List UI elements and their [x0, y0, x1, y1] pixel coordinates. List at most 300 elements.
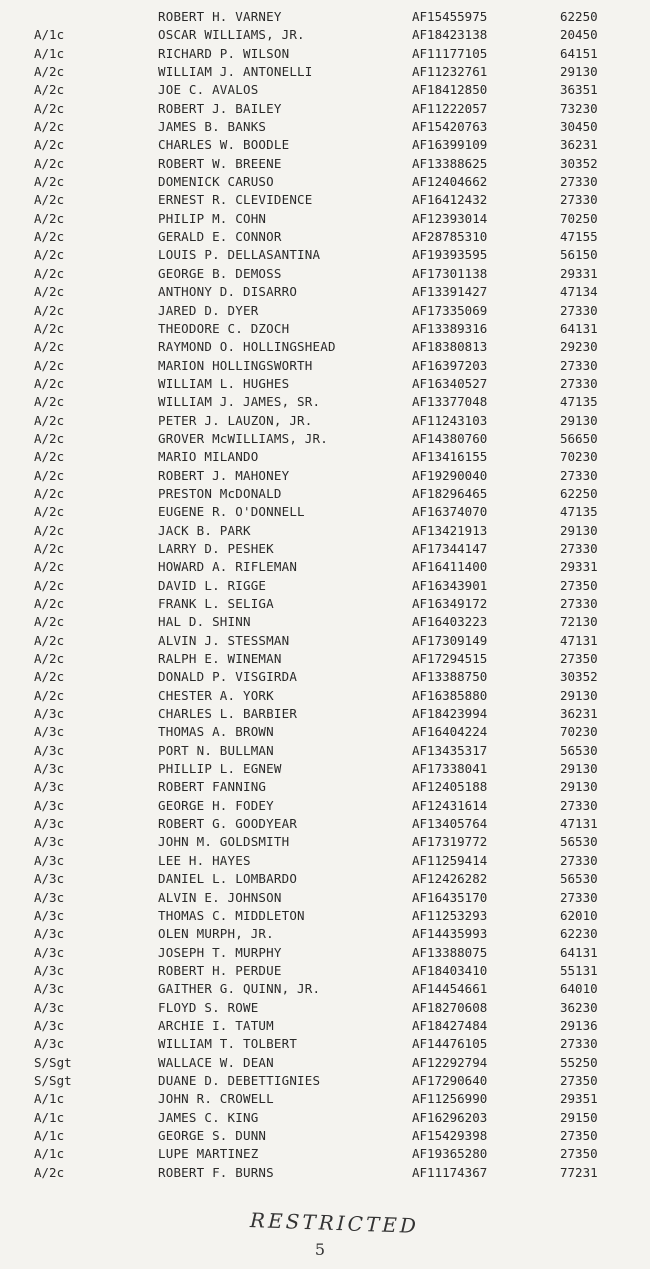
rank-cell: A/2c: [34, 174, 65, 190]
rank-cell: A/3c: [34, 871, 65, 887]
rank-cell: A/2c: [34, 540, 65, 556]
specialty-code-cell: 64010: [560, 981, 598, 997]
specialty-code-cell: 30352: [560, 155, 598, 171]
specialty-code-cell: 29130: [560, 761, 598, 777]
specialty-code-cell: 27330: [560, 192, 598, 208]
rank-cell: A/2c: [34, 210, 65, 226]
roster-row: [0, 889, 650, 907]
roster-row: [0, 448, 650, 466]
roster-row: [0, 595, 650, 613]
rank-cell: A/1c: [34, 27, 65, 43]
serial-number-cell: AF11253293: [412, 907, 488, 923]
specialty-code-cell: 70230: [560, 449, 598, 465]
specialty-code-cell: 47134: [560, 284, 598, 300]
serial-number-cell: AF17319772: [412, 834, 488, 850]
serial-number-cell: AF11232761: [412, 64, 488, 80]
roster-row: [0, 668, 650, 686]
rank-cell: A/2c: [34, 284, 65, 300]
specialty-code-cell: 77231: [560, 1164, 598, 1180]
specialty-code-cell: 47131: [560, 816, 598, 832]
specialty-code-cell: 62250: [560, 9, 598, 24]
roster-row: [0, 962, 650, 980]
name-cell: DANIEL L. LOMBARDO: [158, 871, 298, 887]
name-cell: FLOYD S. ROWE: [158, 999, 259, 1015]
specialty-code-cell: 27330: [560, 596, 598, 611]
serial-number-cell: AF18423138: [412, 27, 488, 43]
specialty-code-cell: 47155: [560, 229, 598, 245]
name-cell: EUGENE R. O'DONNELL: [158, 504, 305, 520]
name-cell: JACK B. PARK: [158, 522, 251, 538]
name-cell: JOSEPH T. MURPHY: [158, 944, 282, 960]
rank-cell: A/1c: [34, 1091, 65, 1107]
specialty-code-cell: 27330: [560, 467, 598, 483]
name-cell: GROVER McWILLIAMS, JR.: [158, 430, 328, 446]
specialty-code-cell: 64131: [560, 320, 598, 336]
rank-cell: A/2c: [34, 82, 65, 98]
name-cell: PHILLIP L. EGNEW: [158, 761, 282, 777]
serial-number-cell: AF13405764: [412, 816, 488, 832]
rank-cell: A/2c: [34, 687, 65, 703]
rank-cell: A/2c: [34, 320, 65, 336]
serial-number-cell: AF18296465: [412, 485, 488, 501]
name-cell: OLEN MURPH, JR.: [158, 926, 274, 942]
serial-number-cell: AF12404662: [412, 174, 488, 190]
serial-number-cell: AF14476105: [412, 1036, 488, 1052]
roster-row: [0, 705, 650, 723]
roster-row: [0, 393, 650, 411]
name-cell: LARRY D. PESHEK: [158, 540, 274, 556]
roster-row: [0, 357, 650, 375]
rank-cell: A/2c: [34, 467, 65, 483]
name-cell: LUPE MARTINEZ: [158, 1146, 259, 1162]
rank-cell: A/2c: [34, 192, 65, 208]
specialty-code-cell: 27330: [560, 852, 598, 868]
serial-number-cell: AF18412850: [412, 82, 488, 98]
name-cell: RALPH E. WINEMAN: [158, 651, 282, 667]
roster-row: [0, 375, 650, 393]
specialty-code-cell: 47131: [560, 632, 598, 648]
specialty-code-cell: 29130: [560, 412, 598, 428]
name-cell: JOE C. AVALOS: [158, 82, 259, 98]
roster-row: [0, 118, 650, 136]
serial-number-cell: AF16411400: [412, 559, 488, 575]
specialty-code-cell: 36230: [560, 999, 598, 1015]
roster-row: [0, 1145, 650, 1163]
rank-cell: A/3c: [34, 834, 65, 850]
specialty-code-cell: 55250: [560, 1054, 598, 1070]
serial-number-cell: AF12426282: [412, 871, 488, 887]
roster-row: [0, 944, 650, 962]
roster-row: [0, 650, 650, 668]
name-cell: WILLIAM T. TOLBERT: [158, 1036, 298, 1052]
name-cell: OSCAR WILLIAMS, JR.: [158, 27, 305, 43]
serial-number-cell: AF13389316: [412, 320, 488, 336]
roster-row: [0, 173, 650, 191]
roster-row: [0, 778, 650, 796]
name-cell: GAITHER G. QUINN, JR.: [158, 981, 321, 997]
roster-row: [0, 687, 650, 705]
name-cell: THOMAS C. MIDDLETON: [158, 907, 305, 923]
roster-row: [0, 485, 650, 503]
restricted-marking: RESTRICTED: [249, 1208, 420, 1238]
specialty-code-cell: 64151: [560, 45, 598, 61]
personnel-roster: [0, 8, 650, 1182]
name-cell: HOWARD A. RIFLEMAN: [158, 559, 298, 575]
specialty-code-cell: 29331: [560, 265, 598, 281]
serial-number-cell: AF13388075: [412, 944, 488, 960]
specialty-code-cell: 29150: [560, 1109, 598, 1125]
specialty-code-cell: 62250: [560, 485, 598, 501]
specialty-code-cell: 29130: [560, 687, 598, 703]
name-cell: FRANK L. SELIGA: [158, 596, 274, 611]
specialty-code-cell: 56530: [560, 742, 598, 758]
specialty-code-cell: 47135: [560, 394, 598, 410]
roster-row: [0, 302, 650, 320]
specialty-code-cell: 29130: [560, 779, 598, 795]
specialty-code-cell: 27330: [560, 375, 598, 391]
name-cell: ALVIN E. JOHNSON: [158, 889, 282, 905]
name-cell: ARCHIE I. TATUM: [158, 1017, 274, 1033]
serial-number-cell: AF16340527: [412, 375, 488, 391]
rank-cell: A/2c: [34, 632, 65, 648]
name-cell: THEODORE C. DZOCH: [158, 320, 290, 336]
specialty-code-cell: 73230: [560, 100, 598, 116]
roster-row: [0, 503, 650, 521]
roster-row: [0, 265, 650, 283]
serial-number-cell: AF16399109: [412, 137, 488, 153]
serial-number-cell: AF14380760: [412, 430, 488, 446]
roster-row: [0, 833, 650, 851]
name-cell: ROBERT J. BAILEY: [158, 100, 282, 116]
specialty-code-cell: 27350: [560, 1072, 598, 1088]
name-cell: ROBERT G. GOODYEAR: [158, 816, 298, 832]
rank-cell: A/2c: [34, 504, 65, 520]
serial-number-cell: AF19290040: [412, 467, 488, 483]
serial-number-cell: AF16404224: [412, 724, 488, 740]
serial-number-cell: AF18427484: [412, 1017, 488, 1033]
specialty-code-cell: 27330: [560, 1036, 598, 1052]
roster-row: [0, 26, 650, 44]
name-cell: CHARLES W. BOODLE: [158, 137, 290, 153]
rank-cell: A/3c: [34, 797, 65, 813]
serial-number-cell: AF15455975: [412, 9, 488, 24]
specialty-code-cell: 47135: [560, 504, 598, 520]
name-cell: ROBERT F. BURNS: [158, 1164, 274, 1180]
specialty-code-cell: 56530: [560, 834, 598, 850]
roster-row: [0, 246, 650, 264]
rank-cell: A/3c: [34, 742, 65, 758]
serial-number-cell: AF16397203: [412, 357, 488, 373]
name-cell: DONALD P. VISGIRDA: [158, 669, 298, 685]
rank-cell: A/2c: [34, 449, 65, 465]
name-cell: JOHN R. CROWELL: [158, 1091, 274, 1107]
specialty-code-cell: 36231: [560, 137, 598, 153]
name-cell: LEE H. HAYES: [158, 852, 251, 868]
specialty-code-cell: 27330: [560, 540, 598, 556]
serial-number-cell: AF15420763: [412, 119, 488, 135]
serial-number-cell: AF13377048: [412, 394, 488, 410]
serial-number-cell: AF13416155: [412, 449, 488, 465]
roster-row: [0, 100, 650, 118]
roster-row: [0, 999, 650, 1017]
name-cell: HAL D. SHINN: [158, 614, 251, 630]
rank-cell: A/2c: [34, 651, 65, 667]
rank-cell: A/2c: [34, 339, 65, 355]
serial-number-cell: AF17290640: [412, 1072, 488, 1088]
serial-number-cell: AF18380813: [412, 339, 488, 355]
name-cell: ROBERT H. PERDUE: [158, 962, 282, 978]
rank-cell: A/2c: [34, 137, 65, 153]
page-number: 5: [314, 1240, 326, 1259]
name-cell: PRESTON McDONALD: [158, 485, 282, 501]
name-cell: PHILIP M. COHN: [158, 210, 267, 226]
rank-cell: A/2c: [34, 302, 65, 318]
specialty-code-cell: 27330: [560, 797, 598, 813]
name-cell: RICHARD P. WILSON: [158, 45, 290, 61]
rank-cell: A/3c: [34, 1036, 65, 1052]
serial-number-cell: AF19393595: [412, 247, 488, 263]
specialty-code-cell: 29136: [560, 1017, 598, 1033]
serial-number-cell: AF17335069: [412, 302, 488, 318]
roster-row: [0, 1054, 650, 1072]
serial-number-cell: AF16435170: [412, 889, 488, 905]
specialty-code-cell: 20450: [560, 27, 598, 43]
rank-cell: A/1c: [34, 1109, 65, 1125]
name-cell: JOHN M. GOLDSMITH: [158, 834, 290, 850]
serial-number-cell: AF15429398: [412, 1127, 488, 1143]
specialty-code-cell: 27330: [560, 174, 598, 190]
roster-row: [0, 1090, 650, 1108]
serial-number-cell: AF14454661: [412, 981, 488, 997]
rank-cell: A/2c: [34, 485, 65, 501]
specialty-code-cell: 64131: [560, 944, 598, 960]
rank-cell: A/3c: [34, 706, 65, 722]
name-cell: THOMAS A. BROWN: [158, 724, 274, 740]
rank-cell: A/2c: [34, 247, 65, 263]
serial-number-cell: AF12431614: [412, 797, 488, 813]
rank-cell: A/2c: [34, 577, 65, 593]
rank-cell: A/2c: [34, 119, 65, 135]
roster-row: [0, 870, 650, 888]
serial-number-cell: AF28785310: [412, 229, 488, 245]
specialty-code-cell: 27350: [560, 1146, 598, 1162]
serial-number-cell: AF13391427: [412, 284, 488, 300]
roster-row: [0, 558, 650, 576]
roster-row: [0, 980, 650, 998]
name-cell: GEORGE S. DUNN: [158, 1127, 267, 1143]
rank-cell: S/Sgt: [34, 1054, 72, 1070]
serial-number-cell: AF12393014: [412, 210, 488, 226]
roster-row: [0, 1164, 650, 1182]
serial-number-cell: AF16343901: [412, 577, 488, 593]
specialty-code-cell: 27350: [560, 651, 598, 667]
name-cell: PORT N. BULLMAN: [158, 742, 274, 758]
roster-row: [0, 338, 650, 356]
specialty-code-cell: 36351: [560, 82, 598, 98]
rank-cell: A/3c: [34, 981, 65, 997]
serial-number-cell: AF14435993: [412, 926, 488, 942]
rank-cell: A/2c: [34, 64, 65, 80]
specialty-code-cell: 72130: [560, 614, 598, 630]
name-cell: LOUIS P. DELLASANTINA: [158, 247, 321, 263]
name-cell: JAMES C. KING: [158, 1109, 259, 1125]
roster-row: [0, 852, 650, 870]
serial-number-cell: AF11259414: [412, 852, 488, 868]
rank-cell: A/3c: [34, 999, 65, 1015]
name-cell: ROBERT W. BREENE: [158, 155, 282, 171]
roster-row: [0, 63, 650, 81]
serial-number-cell: AF12405188: [412, 779, 488, 795]
serial-number-cell: AF18423994: [412, 706, 488, 722]
name-cell: ERNEST R. CLEVIDENCE: [158, 192, 313, 208]
rank-cell: A/2c: [34, 155, 65, 171]
roster-row: [0, 1109, 650, 1127]
serial-number-cell: AF17294515: [412, 651, 488, 667]
rank-cell: A/3c: [34, 761, 65, 777]
roster-row: [0, 283, 650, 301]
roster-row: [0, 577, 650, 595]
specialty-code-cell: 55131: [560, 962, 598, 978]
specialty-code-cell: 70230: [560, 724, 598, 740]
specialty-code-cell: 29331: [560, 559, 598, 575]
serial-number-cell: AF16296203: [412, 1109, 488, 1125]
rank-cell: A/3c: [34, 779, 65, 795]
name-cell: WILLIAM J. ANTONELLI: [158, 64, 313, 80]
serial-number-cell: AF18403410: [412, 962, 488, 978]
roster-row: [0, 1072, 650, 1090]
name-cell: ROBERT H. VARNEY: [158, 9, 282, 24]
specialty-code-cell: 29130: [560, 64, 598, 80]
rank-cell: A/3c: [34, 926, 65, 942]
serial-number-cell: AF13421913: [412, 522, 488, 538]
roster-row: [0, 815, 650, 833]
specialty-code-cell: 30352: [560, 669, 598, 685]
roster-row: [0, 412, 650, 430]
name-cell: DUANE D. DEBETTIGNIES: [158, 1072, 321, 1088]
serial-number-cell: AF11256990: [412, 1091, 488, 1107]
rank-cell: A/3c: [34, 889, 65, 905]
roster-row: [0, 797, 650, 815]
specialty-code-cell: 56150: [560, 247, 598, 263]
rank-cell: A/2c: [34, 394, 65, 410]
rank-cell: S/Sgt: [34, 1072, 72, 1088]
specialty-code-cell: 27330: [560, 302, 598, 318]
specialty-code-cell: 27330: [560, 889, 598, 905]
specialty-code-cell: 29230: [560, 339, 598, 355]
roster-row: [0, 925, 650, 943]
roster-row: [0, 760, 650, 778]
roster-row: [0, 81, 650, 99]
roster-row: [0, 1127, 650, 1145]
name-cell: WILLIAM J. JAMES, SR.: [158, 394, 321, 410]
specialty-code-cell: 30450: [560, 119, 598, 135]
rank-cell: A/2c: [34, 229, 65, 245]
rank-cell: A/2c: [34, 375, 65, 391]
name-cell: CHARLES L. BARBIER: [158, 706, 298, 722]
roster-row: [0, 613, 650, 631]
serial-number-cell: AF17309149: [412, 632, 488, 648]
name-cell: MARION HOLLINGSWORTH: [158, 357, 313, 373]
roster-row: [0, 522, 650, 540]
roster-row: [0, 723, 650, 741]
rank-cell: A/2c: [34, 669, 65, 685]
roster-row: [0, 45, 650, 63]
rank-cell: A/3c: [34, 907, 65, 923]
name-cell: ROBERT FANNING: [158, 779, 267, 795]
rank-cell: A/3c: [34, 852, 65, 868]
specialty-code-cell: 27330: [560, 357, 598, 373]
rank-cell: A/3c: [34, 962, 65, 978]
name-cell: ROBERT J. MAHONEY: [158, 467, 290, 483]
serial-number-cell: AF16412432: [412, 192, 488, 208]
roster-row: [0, 320, 650, 338]
roster-row: [0, 540, 650, 558]
serial-number-cell: AF16385880: [412, 687, 488, 703]
serial-number-cell: AF17301138: [412, 265, 488, 281]
roster-row: [0, 8, 650, 26]
rank-cell: A/3c: [34, 816, 65, 832]
name-cell: GEORGE H. FODEY: [158, 797, 274, 813]
serial-number-cell: AF13388625: [412, 155, 488, 171]
roster-row: [0, 136, 650, 154]
name-cell: ANTHONY D. DISARRO: [158, 284, 298, 300]
rank-cell: A/2c: [34, 412, 65, 428]
rank-cell: A/2c: [34, 265, 65, 281]
rank-cell: A/1c: [34, 1146, 65, 1162]
rank-cell: A/3c: [34, 944, 65, 960]
name-cell: GEORGE B. DEMOSS: [158, 265, 282, 281]
name-cell: JAMES B. BANKS: [158, 119, 267, 135]
roster-row: [0, 191, 650, 209]
specialty-code-cell: 62230: [560, 926, 598, 942]
roster-row: [0, 632, 650, 650]
specialty-code-cell: 56530: [560, 871, 598, 887]
rank-cell: A/1c: [34, 1127, 65, 1143]
roster-row: [0, 467, 650, 485]
specialty-code-cell: 56650: [560, 430, 598, 446]
rank-cell: A/2c: [34, 596, 65, 611]
specialty-code-cell: 70250: [560, 210, 598, 226]
roster-row: [0, 430, 650, 448]
serial-number-cell: AF16403223: [412, 614, 488, 630]
name-cell: RAYMOND O. HOLLINGSHEAD: [158, 339, 336, 355]
specialty-code-cell: 62010: [560, 907, 598, 923]
serial-number-cell: AF16349172: [412, 596, 488, 611]
name-cell: CHESTER A. YORK: [158, 687, 274, 703]
name-cell: DAVID L. RIGGE: [158, 577, 267, 593]
roster-row: [0, 907, 650, 925]
rank-cell: A/2c: [34, 357, 65, 373]
name-cell: MARIO MILANDO: [158, 449, 259, 465]
roster-row: [0, 210, 650, 228]
roster-row: [0, 228, 650, 246]
serial-number-cell: AF11222057: [412, 100, 488, 116]
serial-number-cell: AF16374070: [412, 504, 488, 520]
roster-row: [0, 1035, 650, 1053]
name-cell: PETER J. LAUZON, JR.: [158, 412, 313, 428]
serial-number-cell: AF17344147: [412, 540, 488, 556]
serial-number-cell: AF11243103: [412, 412, 488, 428]
rank-cell: A/2c: [34, 559, 65, 575]
roster-row: [0, 155, 650, 173]
specialty-code-cell: 29351: [560, 1091, 598, 1107]
serial-number-cell: AF12292794: [412, 1054, 488, 1070]
serial-number-cell: AF13388750: [412, 669, 488, 685]
serial-number-cell: AF13435317: [412, 742, 488, 758]
roster-row: [0, 742, 650, 760]
rank-cell: A/2c: [34, 1164, 65, 1180]
rank-cell: A/1c: [34, 45, 65, 61]
